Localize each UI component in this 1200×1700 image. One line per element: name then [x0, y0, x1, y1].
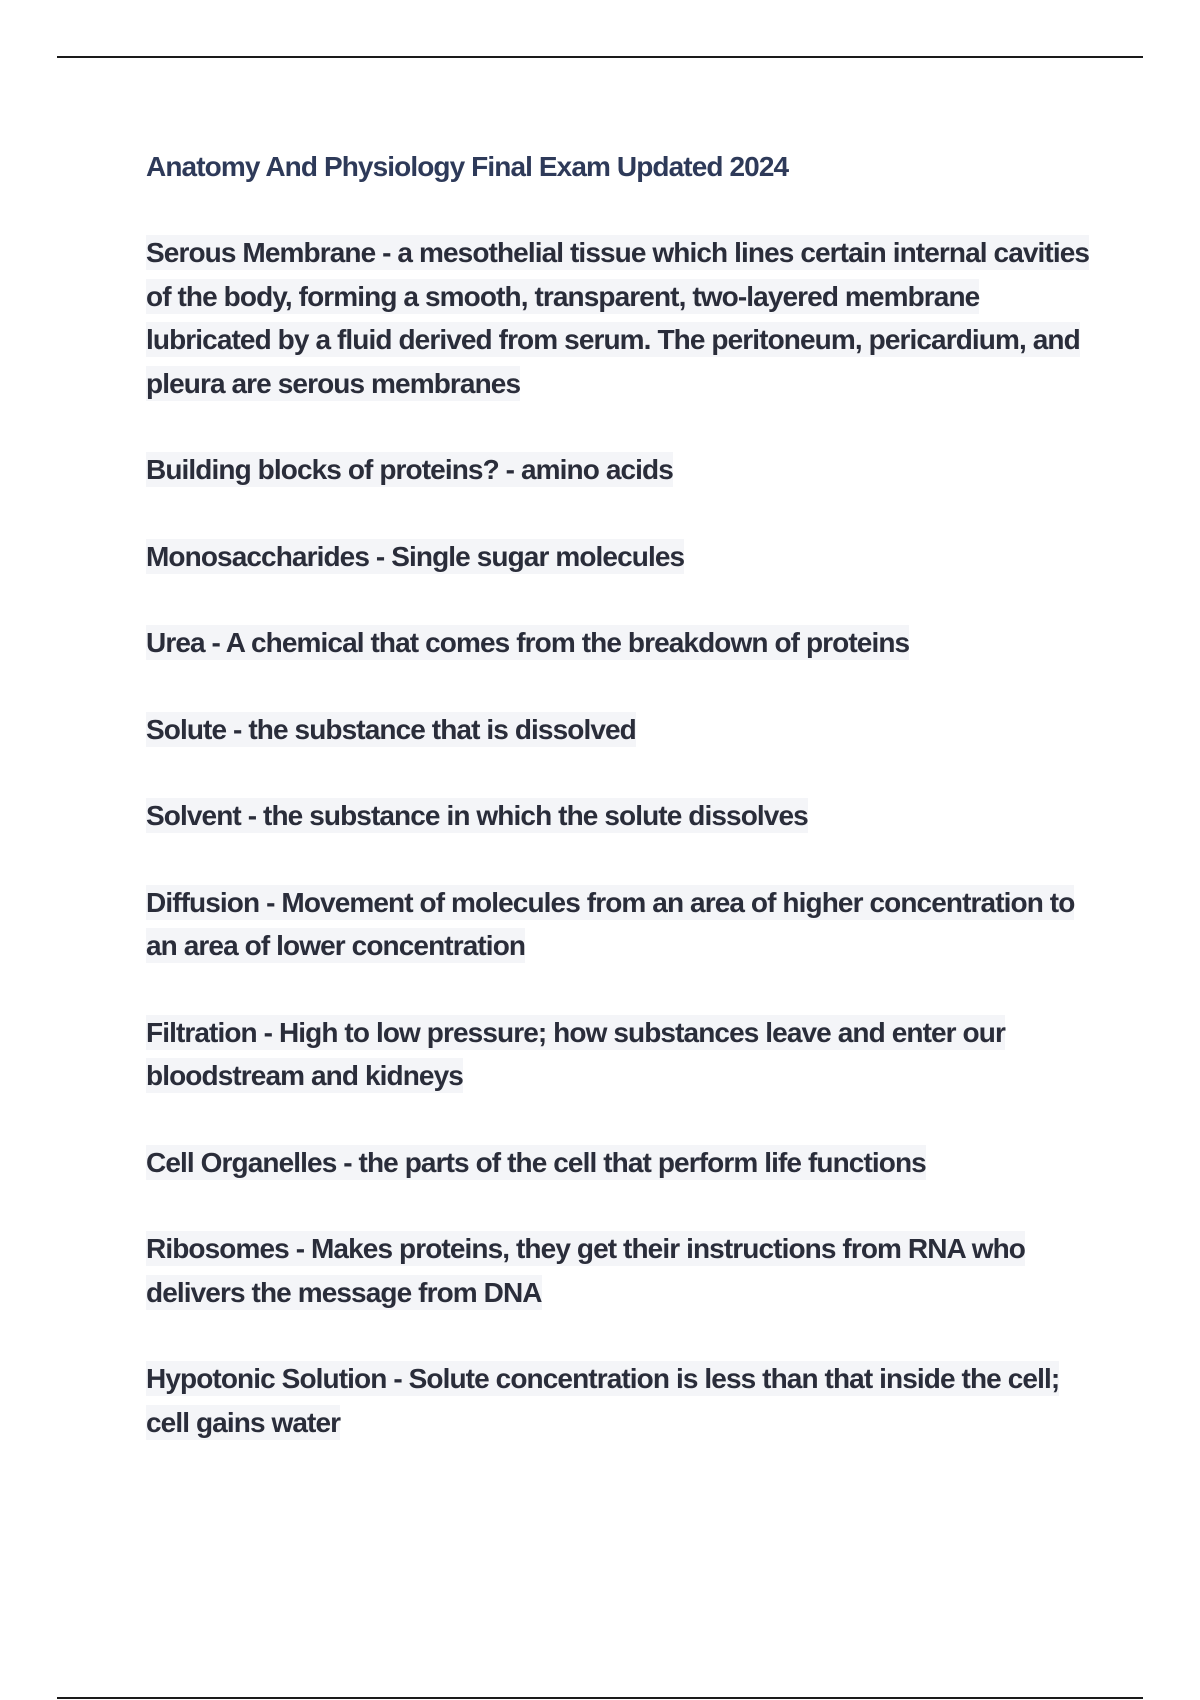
flashcard-entry	[146, 231, 1096, 405]
entry-text: Filtration - High to low pressure; how substances leave and enter our bloodstream and kidneys	[146, 1016, 1005, 1091]
flashcard-entry	[146, 1141, 1096, 1185]
entry-text: Solute - the substance that is dissolved	[146, 713, 636, 745]
entry-text: Urea - A chemical that comes from the breakdown of proteins	[146, 627, 910, 658]
entry-text: Hypotonic Solution - Solute concentration is less than that inside the cell; cell gains water	[146, 1363, 1060, 1438]
flashcard-entry	[146, 535, 1096, 579]
entry-text: Solvent - the substance in which the solute dissolves	[146, 800, 808, 831]
flashcard-entry	[146, 708, 1096, 752]
flashcard-entry	[146, 1357, 1096, 1444]
flashcard-entry	[146, 794, 1096, 838]
entry-text: Ribosomes - Makes proteins, they get their instructions from RNA who delivers the message from DNA	[146, 1233, 1026, 1308]
flashcard-entry	[146, 881, 1096, 968]
flashcard-entry	[146, 621, 1096, 665]
document-title: Anatomy And Physiology Final Exam Updated 2024	[146, 151, 789, 182]
footer-divider	[57, 1697, 1143, 1699]
flashcard-entry	[146, 1227, 1096, 1314]
entry-text: Diffusion - Movement of molecules from an area of higher concentration to an area of lower concentration	[146, 886, 1075, 961]
entry-text: Serous Membrane - a mesothelial tissue which lines certain internal cavities of the body, forming a smooth, transparent, two-layered membrane lubricated by a fluid derived from serum. The peritoneum, pericardium, and pleura are serous membranes	[146, 237, 1090, 399]
entry-text: Building blocks of proteins? - amino acids	[146, 454, 673, 485]
entry-text: Monosaccharides - Single sugar molecules	[146, 540, 685, 572]
header-divider	[57, 56, 1143, 58]
flashcard-entry	[146, 1011, 1096, 1098]
entry-text: Cell Organelles - the parts of the cell that perform life functions	[146, 1146, 926, 1178]
flashcard-entry	[146, 448, 1096, 492]
document-body	[146, 145, 1096, 1487]
